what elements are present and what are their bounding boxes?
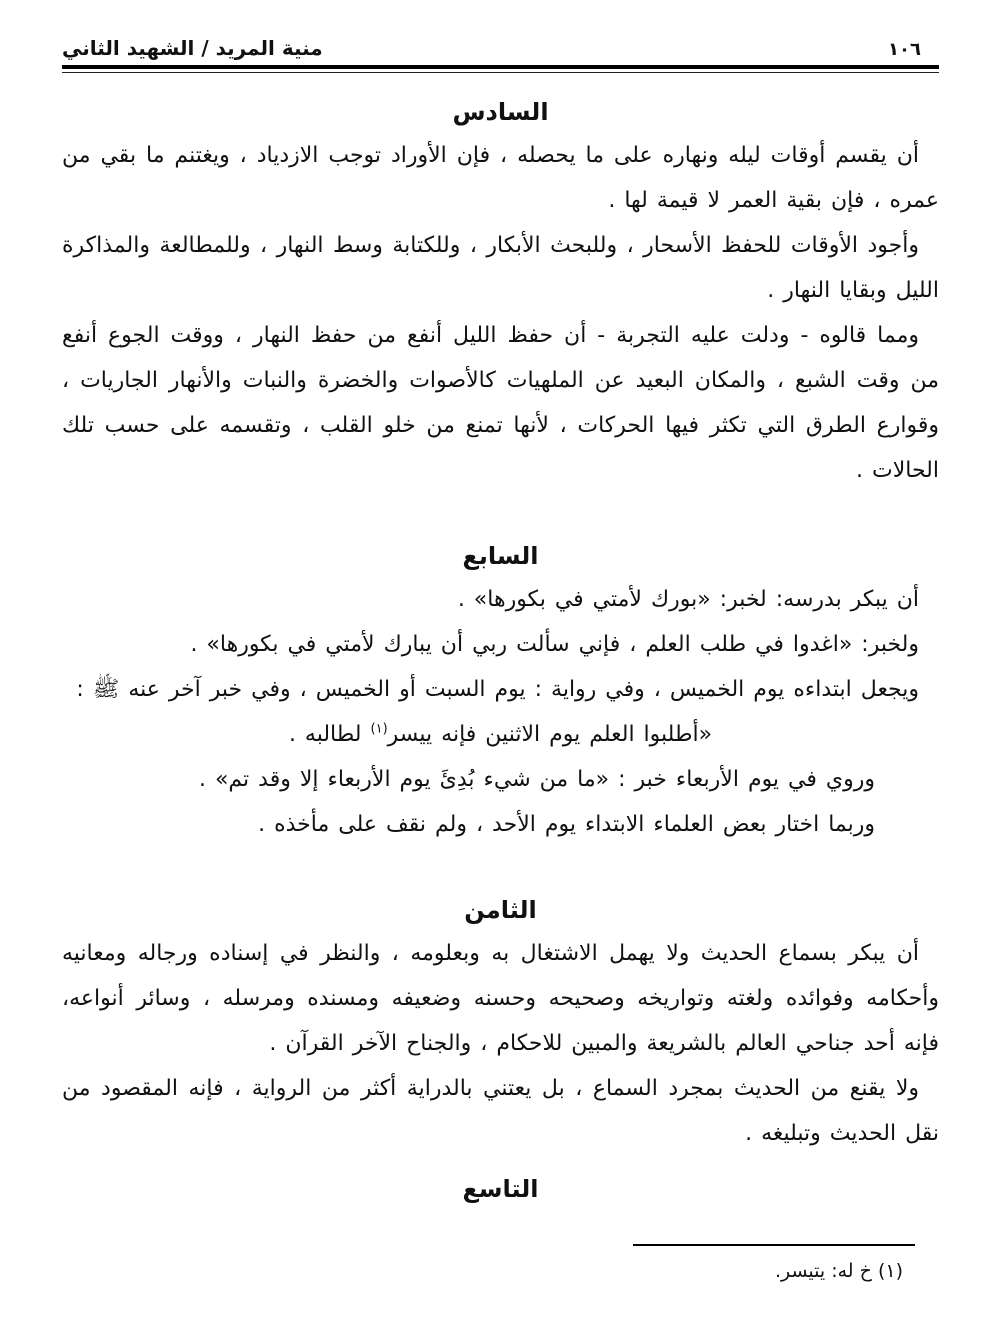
page-number: ١٠٦ [888, 39, 921, 60]
paragraph: أن يبكر بدرسه: لخبر: «بورك لأمتي في بكورها» . [457, 587, 919, 612]
paragraph: وروي في يوم الأربعاء خبر : «ما من شيء بُدِئَ يوم الأربعاء إلا وقد تم» . [198, 767, 875, 792]
paragraph: ولا يقنع من الحديث بمجرد السماع ، بل يعتني بالدراية أكثر من الرواية ، فإنه المقصود من نقل الحديث وتبليغه . [62, 1076, 939, 1146]
paragraph: ولخبر: «اغدوا في طلب العلم ، فإني سألت ربي أن يبارك لأمتي في بكورها» . [190, 632, 919, 657]
hadith-quote-line [62, 712, 939, 757]
paragraph: أن يبكر بسماع الحديث ولا يهمل الاشتغال به وبعلومه ، والنظر في إسناده ورجاله ومعانيه وأحكامه وفوائده ولغته وتواريخه وصحيحه وحسنه وضعيفه ومسنده ومرسله ، وسائر أنواعه، فإنه أحد جناحي العالم بالشريعة والمبين للاحكام ، والجناح الآخر القرآن . [62, 941, 939, 1056]
quote-text: «أطلبوا العلم يوم الاثنين فإنه ييسر [387, 722, 713, 747]
running-title: منية المريد / الشهيد الثاني [62, 36, 323, 60]
section-heading-seventh: السابع [462, 542, 539, 570]
paragraph: وربما اختار بعض العلماء الابتداء يوم الأحد ، ولم نقف على مأخذه . [258, 812, 875, 837]
paragraph: ويجعل ابتداءه يوم الخميس ، وفي رواية : يوم السبت أو الخميس ، وفي خبر آخر عنه ﷺ : [76, 677, 919, 702]
footnote-text: (١) خ له: يتيسر. [774, 1260, 903, 1283]
quote-text-continuation: لطالبه . [288, 722, 362, 747]
section-heading-eighth: الثامن [464, 896, 537, 924]
section-heading-ninth: التاسع [462, 1175, 539, 1203]
paragraph: وأجود الأوقات للحفظ الأسحار ، وللبحث الأبكار ، وللكتابة وسط النهار ، وللمطالعة والمذاكرة الليل وبقايا النهار . [62, 233, 939, 303]
page-header [62, 36, 939, 60]
paragraph: ومما قالوه - ودلت عليه التجربة - أن حفظ الليل أنفع من حفظ النهار ، ووقت الجوع أنفع من وقت الشبع ، والمكان البعيد عن الملهيات كالأصوات والخضرة والنبات والأنهار الجاريات ، وقوارع الطرق التي تكثر فيها الحركات ، لأنها تمنع من خلو القلب ، وتقسمه على حسب تلك الحالات . [62, 323, 939, 483]
footnote-marker: (١) [370, 721, 388, 737]
footnote-divider [633, 1244, 915, 1246]
section-heading-sixth: السادس [452, 98, 549, 126]
footnote-area [62, 1244, 939, 1285]
paragraph: أن يقسم أوقات ليله ونهاره على ما يحصله ، فإن الأوراد توجب الازدياد ، ويغتنم ما بقي من عمره ، فإن بقية العمر لا قيمة لها . [62, 143, 939, 213]
header-divider [62, 65, 939, 73]
